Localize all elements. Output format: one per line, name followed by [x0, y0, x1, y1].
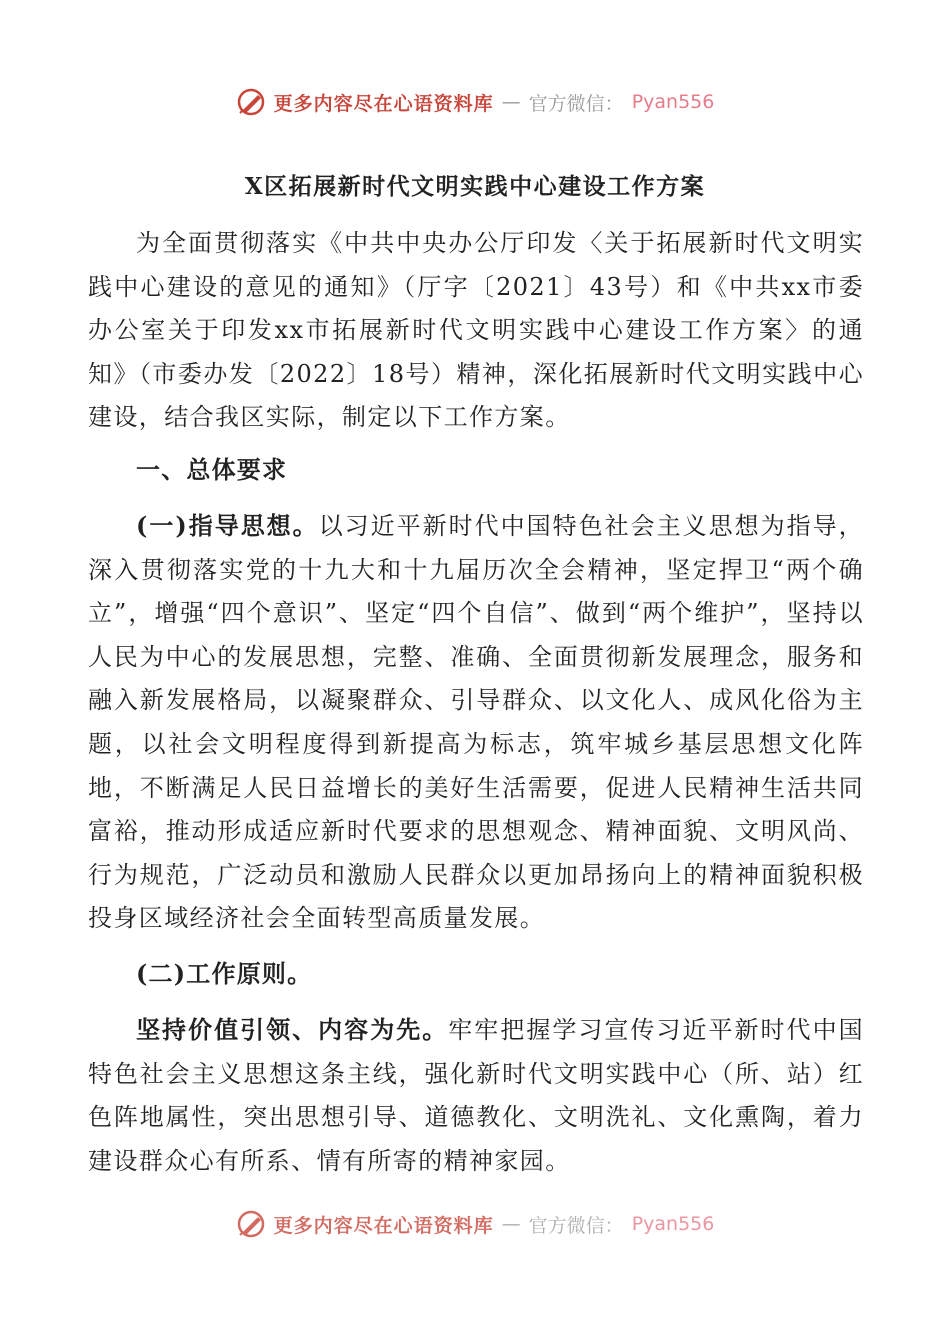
watermark-handle: Pyan556 [631, 1213, 715, 1235]
section-1-block [88, 448, 864, 492]
pen-logo-icon [236, 1209, 266, 1238]
watermark-channel: 官方微信： [528, 92, 624, 115]
principle-1-paragraph [88, 1008, 864, 1183]
guiding-thought-block [88, 504, 864, 941]
watermark-brand: 更多内容尽在心语资料库 [273, 92, 494, 115]
guiding-thought-paragraph [88, 504, 864, 941]
header-watermark-banner [0, 82, 950, 122]
document-title: X区拓展新时代文明实践中心建设工作方案 [244, 173, 706, 200]
principle-1-text: 牢牢把握学习宣传习近平新时代中国特色社会主义思想这条主线，强化新时代文明实践中心（所、站）红色阵地属性，突出思想引导、道德教化、文明洗礼、文化熏陶，着力建设群众心有所系、情有所寄的精神家园。 [88, 1016, 864, 1175]
section-1-heading: 一、总体要求 [136, 455, 288, 484]
watermark-dash: — [501, 1213, 521, 1235]
intro-block [88, 222, 864, 440]
watermark-channel: 官方微信： [528, 1214, 624, 1237]
guiding-thought-label: (一)指导思想。 [136, 511, 319, 540]
principles-heading: (二)工作原则。 [136, 959, 313, 988]
principles-heading-block [88, 952, 864, 996]
guiding-thought-text: 以习近平新时代中国特色社会主义思想为指导，深入贯彻落实党的十九大和十九届历次全会精神，坚定捍卫“两个确立”，增强“四个意识”、坚定“四个自信”、做到“两个维护”，坚持以人民为中心的发展思想，完整、准确、全面贯彻新发展理念，服务和融入新发展格局，以凝聚群众、引导群众、以文化人、成风化俗为主题，以社会文明程度得到新提高为标志，筑牢城乡基层思想文化阵地，不断满足人民日益增长的美好生活需要，促进人民精神生活共同富裕，推动形成适应新时代要求的思想观念、精神面貌、文明风尚、行为规范，广泛动员和激励人民群众以更加昂扬向上的精神面貌积极投身区域经济社会全面转型高质量发展。 [88, 512, 864, 933]
principle-1-block [88, 1008, 864, 1183]
footer-watermark-banner [0, 1202, 950, 1238]
pen-logo-icon [236, 87, 266, 117]
watermark-dash: — [501, 91, 521, 113]
watermark-handle: Pyan556 [631, 91, 715, 113]
principle-1-label: 坚持价值引领、内容为先。 [136, 1015, 449, 1044]
watermark-brand: 更多内容尽在心语资料库 [273, 1214, 494, 1237]
intro-paragraph: 为全面贯彻落实《中共中央办公厅印发〈关于拓展新时代文明实践中心建设的意见的通知》（厅字〔2021〕43号）和《中共xx市委办公室关于印发xx市拓展新时代文明实践中心建设工作方案〉的通知》（市委办发〔2022〕18号）精神，深化拓展新时代文明实践中心建设，结合我区实际，制定以下工作方案。 [88, 229, 864, 432]
